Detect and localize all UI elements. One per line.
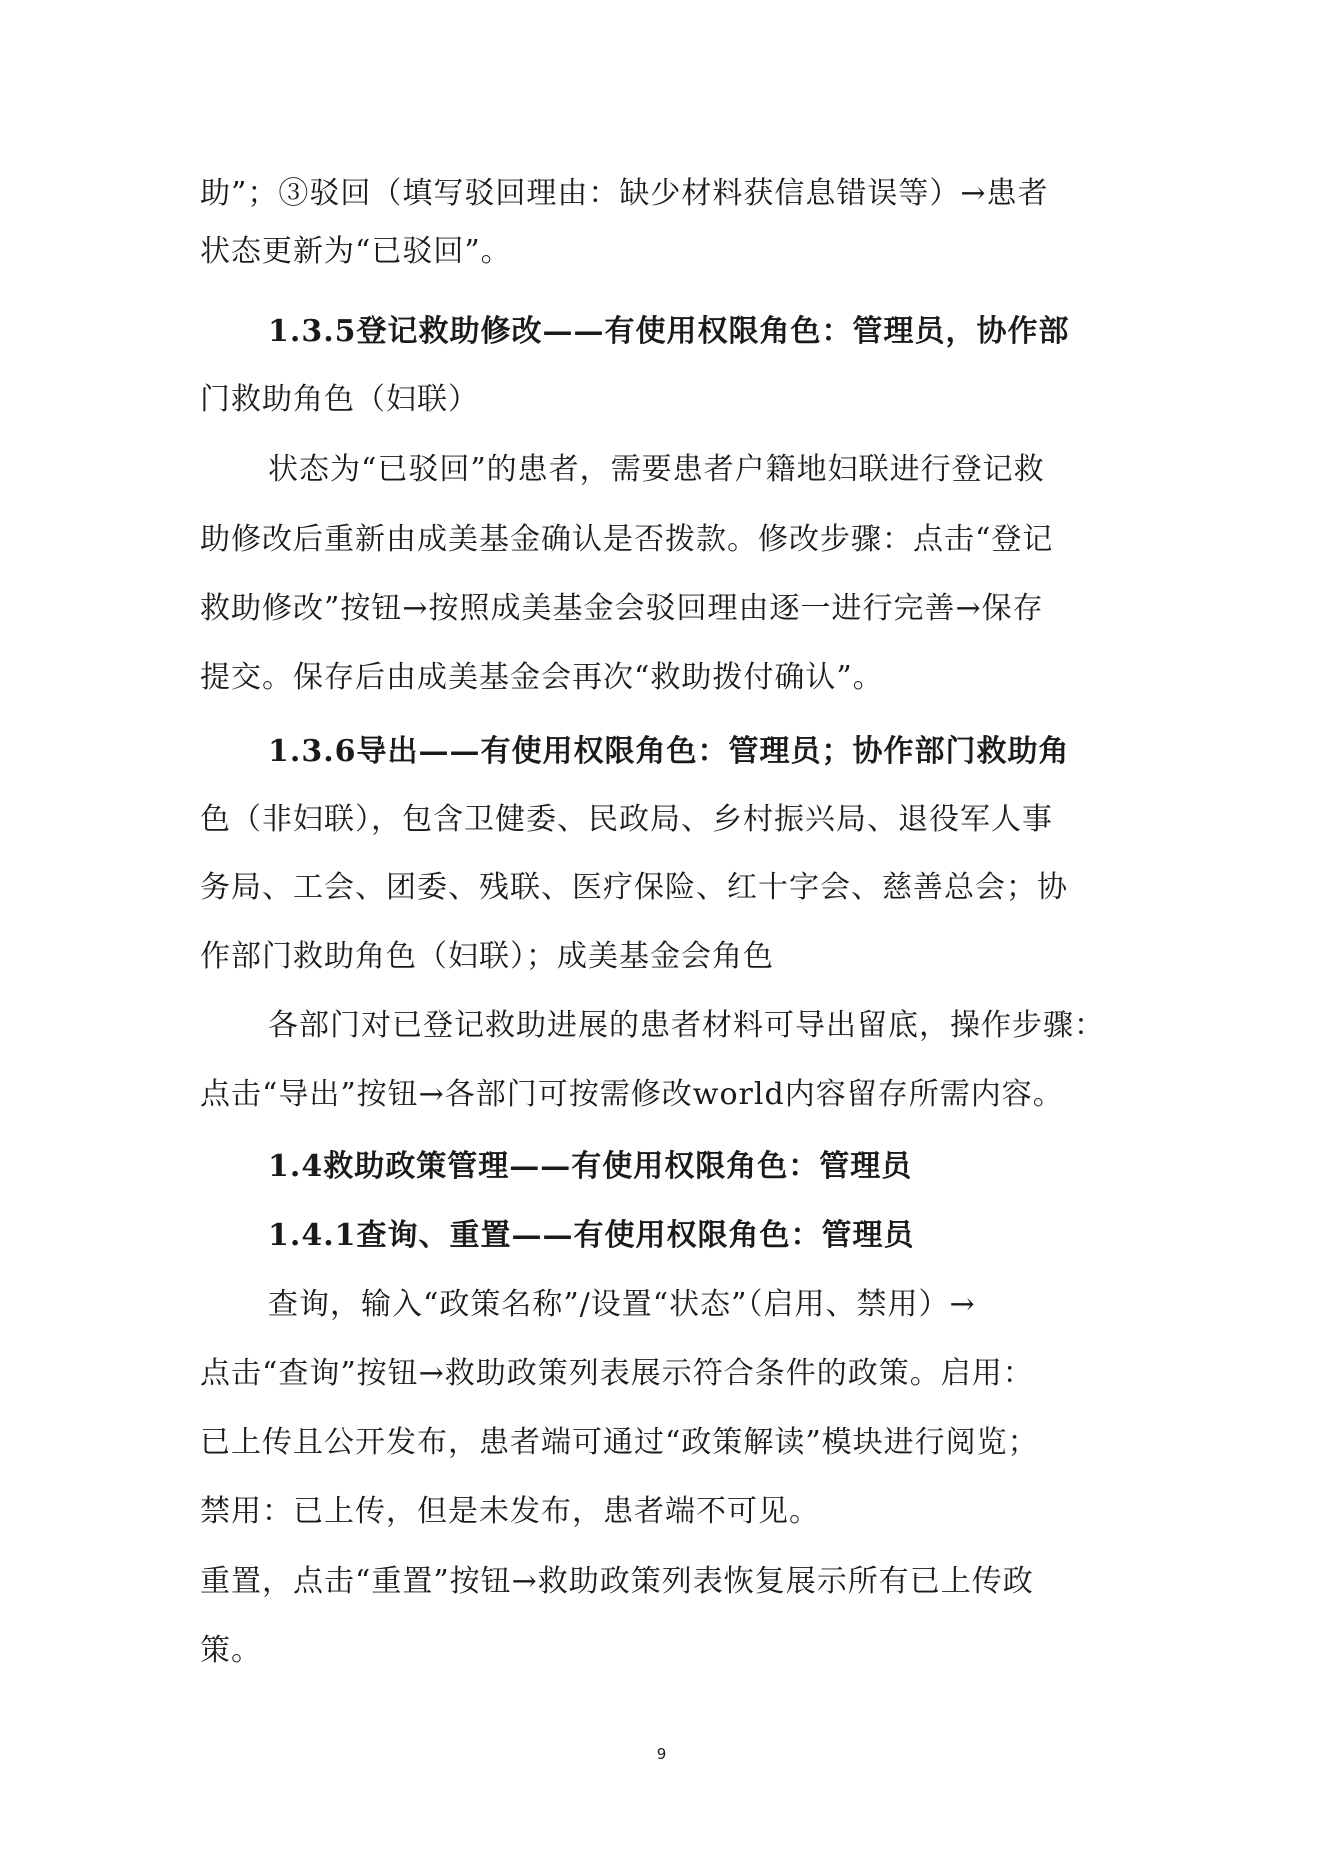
- paragraph-line: 点击“查询”按钮→救助政策列表展示符合条件的政策。启用：: [200, 1356, 1034, 1391]
- section-heading-continuation: 务局、工会、团委、残联、医疗保险、红十字会、慈善总会；协: [200, 870, 1068, 905]
- section-heading-1-3-6: 1.3.6导出——有使用权限角色：管理员；协作部门救助角: [268, 734, 1070, 769]
- paragraph-line: 助”；③驳回（填写驳回理由：缺少材料获信息错误等）→患者: [200, 176, 1049, 211]
- paragraph-line: 查询，输入“政策名称”/设置“状态”（启用、禁用）→: [268, 1287, 976, 1322]
- section-heading-1-4-1: 1.4.1查询、重置——有使用权限角色：管理员: [268, 1218, 915, 1253]
- paragraph-line: 点击“导出”按钮→各部门可按需修改world内容留存所需内容。: [200, 1077, 1064, 1112]
- paragraph-line: 已上传且公开发布，患者端可通过“政策解读”模块进行阅览；: [200, 1425, 1039, 1460]
- page-number: 9: [656, 1745, 667, 1763]
- paragraph-line: 重置，点击“重置”按钮→救助政策列表恢复展示所有已上传政: [200, 1564, 1034, 1599]
- paragraph-line: 禁用：已上传，但是未发布，患者端不可见。: [200, 1494, 820, 1529]
- section-heading-1-4: 1.4救助政策管理——有使用权限角色：管理员: [268, 1149, 913, 1184]
- section-heading-continuation: 色（非妇联），包含卫健委、民政局、乡村振兴局、退役军人事: [200, 802, 1053, 837]
- section-heading-continuation: 门救助角色（妇联）: [200, 382, 479, 417]
- section-heading-1-3-5: 1.3.5登记救助修改——有使用权限角色：管理员，协作部: [268, 314, 1070, 349]
- paragraph-line: 状态为“已驳回”的患者，需要患者户籍地妇联进行登记救: [268, 452, 1045, 487]
- section-heading-continuation: 作部门救助角色（妇联）；成美基金会角色: [200, 939, 774, 974]
- paragraph-line: 策。: [200, 1633, 262, 1668]
- paragraph-line: 各部门对已登记救助进展的患者材料可导出留底，操作步骤：: [268, 1008, 1105, 1043]
- paragraph-line: 救助修改”按钮→按照成美基金会驳回理由逐一进行完善→保存: [200, 591, 1044, 626]
- paragraph-line: 状态更新为“已驳回”。: [200, 234, 512, 269]
- paragraph-line: 助修改后重新由成美基金确认是否拨款。修改步骤：点击“登记: [200, 522, 1054, 557]
- paragraph-line: 提交。保存后由成美基金会再次“救助拨付确认”。: [200, 660, 884, 695]
